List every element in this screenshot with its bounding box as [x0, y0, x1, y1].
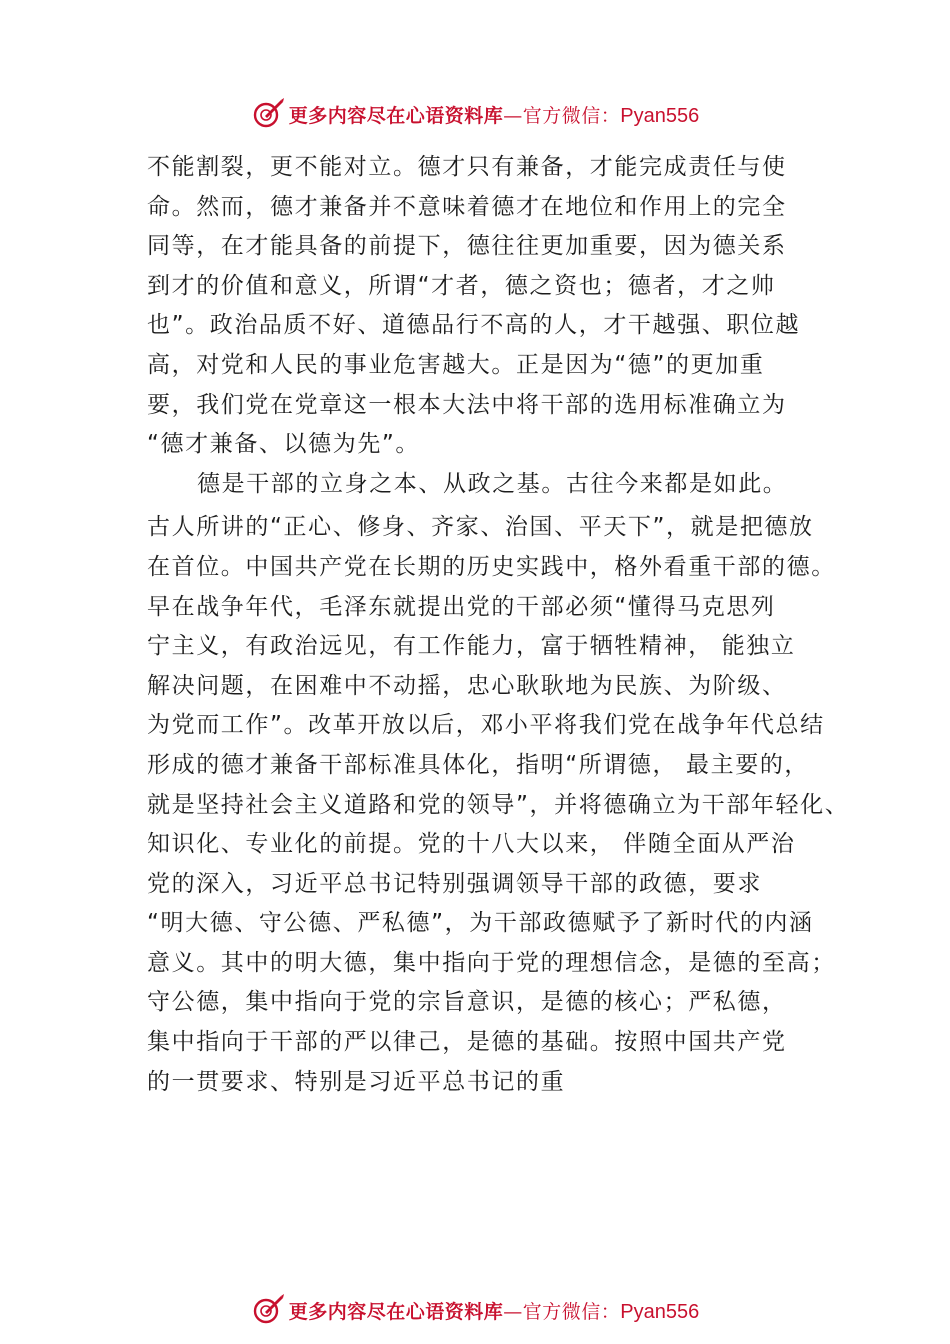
text-line: 集中指向于干部的严以律己，是德的基础。按照中国共产党 [147, 1029, 787, 1056]
paragraph-first-line: 德是干部的立身之本、从政之基。古往今来都是如此。 [197, 470, 788, 497]
text-line: 同等，在才能具备的前提下，德往往更加重要，因为德关系 [147, 233, 787, 260]
header-contact-label: 官方微信： [522, 104, 621, 127]
footer-separator: — [503, 1300, 523, 1323]
text-line: 古人所讲的“正心、修身、齐家、治国、平天下”，就是把德放 [147, 514, 814, 541]
text-line: 到才的价值和意义，所谓“才者，德之资也；德者，才之帅 [147, 272, 776, 299]
quill-logo-icon [251, 1293, 285, 1327]
text-line: 在首位。中国共产党在长期的历史实践中，格外看重干部的德。 [147, 553, 836, 580]
text-line: 早在战争年代，毛泽东就提出党的干部必须“懂得马克思列 [147, 593, 776, 620]
text-line: 就是坚持社会主义道路和党的领导”，并将德确立为干部年轻化、 [147, 791, 850, 818]
document-body [147, 148, 850, 1102]
text-line: 的一贯要求、特别是习近平总书记的重 [147, 1068, 566, 1095]
footer-contact-account: Pyan556 [620, 1300, 700, 1323]
text-line: 形成的德才兼备干部标准具体化，指明“所谓德， 最主要的， [147, 751, 810, 778]
text-line: “明大德、守公德、严私德”，为干部政德赋予了新时代的内涵 [147, 910, 814, 937]
page-header [0, 94, 950, 134]
text-line: 要，我们党在党章这一根本大法中将干部的选用标准确立为 [147, 391, 787, 418]
text-line: 也”。政治品质不好、道德品行不高的人，才干越强、职位越 [147, 312, 801, 339]
text-line: 知识化、专业化的前提。党的十八大以来， 伴随全面从严治 [147, 831, 796, 858]
text-line: 党的深入，习近平总书记特别强调领导干部的政德，要求 [147, 870, 762, 897]
text-line: 命。然而，德才兼备并不意味着德才在地位和作用上的完全 [147, 193, 787, 220]
text-line: “德才兼备、以德为先”。 [147, 431, 421, 458]
header-contact-account: Pyan556 [620, 104, 700, 127]
footer-site-name: 更多内容尽在心语资料库 [288, 1300, 504, 1323]
text-line: 高，对党和人民的事业危害越大。正是因为“德”的更加重 [147, 351, 765, 378]
text-line: 解决问题，在困难中不动摇，忠心耿耿地为民族、为阶级、 [147, 672, 787, 699]
footer-banner-text [289, 1297, 700, 1324]
header-banner-text [289, 101, 700, 128]
quill-logo-icon [251, 97, 285, 131]
footer-contact-label: 官方微信： [522, 1300, 621, 1323]
text-line: 不能割裂，更不能对立。德才只有兼备，才能完成责任与使 [147, 154, 787, 180]
text-line: 为党而工作”。改革开放以后，邓小平将我们党在战争年代总结 [147, 712, 825, 739]
page-footer [0, 1290, 950, 1330]
header-site-name: 更多内容尽在心语资料库 [288, 104, 504, 127]
header-separator: — [503, 104, 523, 127]
text-line: 意义。其中的明大德，集中指向于党的理想信念，是德的至高； [147, 949, 836, 976]
text-line: 宁主义，有政治远见，有工作能力，富于牺牲精神， 能独立 [147, 633, 796, 660]
text-line: 守公德，集中指向于党的宗旨意识，是德的核心；严私德， [147, 989, 787, 1016]
